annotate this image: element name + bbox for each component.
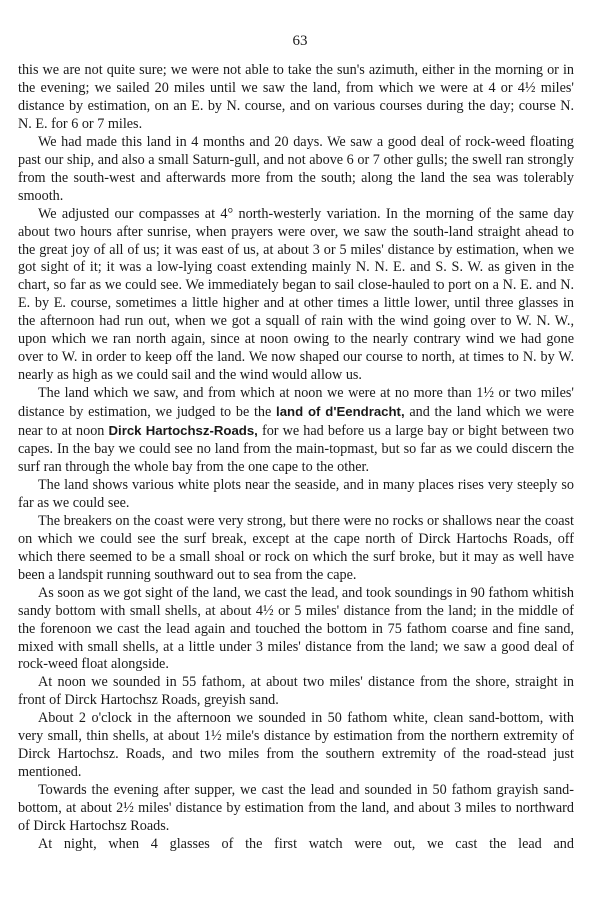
emphasized-place-name: land of d'Eendracht, [276,404,405,420]
paragraph-p1 [18,62,574,134]
text-run: The breakers on the coast were very strong, but there were no rocks or shallows near the coast on which we could see the surf break, except at the cape north of Dirck Hartochs Roads, off which there seemed to be a small shoal or rock on which the surf broke, but it may as well have been a landspit running southward out to sea from the cape. [18,512,574,583]
paragraph-p4 [18,385,574,477]
emphasized-place-name: Dirck Hartochsz-Roads, [108,423,258,439]
text-run: The land shows various white plots near the seaside, and in many places rises very steeply so far as we could see. [18,476,574,511]
text-run: Towards the evening after supper, we cast the lead and sounded in 50 fathom grayish sand-bottom, at about 2½ miles' distance by estimation from the land, and about 3 miles to northward of Dirck Hartochsz Roads. [18,782,574,835]
text-run: As soon as we got sight of the land, we cast the lead, and took soundings in 90 fathom whitish sandy bottom with small shells, at about 4½ or 5 miles' distance from the land; in the middle of the forenoon we cast the lead again and touched the bottom in 75 fathom coarse and fine sand, mixed with small shells, at a little under 3 miles' distance from the land; we saw a good deal of rock-weed float alongside. [18,584,574,673]
paragraph-p3 [18,206,574,386]
paragraph-p8 [18,674,574,710]
text-run: this we are not quite sure; we were not able to take the sun's azimuth, either in the morning or in the evening; we sailed 20 miles until we saw the land, from which we were at 4 or 4½ miles' distance by estimation, on an E. by N. course, and on various courses during the day; course N. N. E. for 6 or 7 miles. [18,62,574,132]
paragraph-p6 [18,513,574,585]
text-run: for we had before us a large bay or bight between two capes. In the bay we could see no land from the main-topmast, but so far as we could discern the surf ran through the whole bay from the one cape to the other. [18,423,575,475]
text-run: We adjusted our compasses at 4° north-westerly variation. In the morning of the same day about two hours after sunrise, when prayers were over, we saw the south-land straight ahead to the great joy of all of us; it was east of us, at about 3 or 5 miles' distance by estimation, when we got sight of it; it was a low-lying coast extending mainly N. N. E. and S. S. W. as given in the chart, so far as we could see. We immediately began to sail close-hauled to port on a N. E. and N. E. by E. course, sometimes a little higher and at other times a little lower, until three glasses in the afternoon had run out, when we got a squall of rain with the wind going over to W. N. W., upon which we ran north again, since at noon owing to the nearly contrary wind we had gone over to W. in order to keep off the land. We now shaped our course to north, at times to N. by W. nearly as high as we could sail and the wind would allow us. [18,205,574,384]
text-run: and the land which we were near to at noon [18,404,574,440]
paragraph-p7 [18,585,574,675]
paragraph-p2 [18,134,574,206]
paragraph-p9 [18,710,574,782]
text-run: The land which we saw, and from which at noon we were at no more than 1½ or two miles' distance by estimation, we judged to be the [18,385,574,421]
body-text [18,62,574,854]
text-run: About 2 o'clock in the afternoon we sounded in 50 fathom white, clean sand-bottom, with very small, thin shells, at about 1½ mile's distance by estimation from the northern extremity of Dirck Hartochsz. Roads, and two miles from the southern extremity of the road-stead just mentioned. [18,710,574,781]
paragraph-p11 [18,836,574,854]
page-number: 63 [292,33,308,49]
text-run: At night, when 4 glasses of the first watch were out, we cast the lead and [38,835,574,852]
text-run: At noon we sounded in 55 fathom, at about two miles' distance from the shore, straight in front of Dirck Hartochsz Roads, greyish sand. [18,674,574,709]
text-run: We had made this land in 4 months and 20 days. We saw a good deal of rock-weed floating past our ship, and also a small Saturn-gull, and not above 6 or 7 other gulls; the swell ran strongly from the south-west and afterwards more from the south; along the land the sea was tolerably smooth. [18,133,574,204]
paragraph-p10 [18,782,574,836]
paragraph-p5 [18,477,574,513]
